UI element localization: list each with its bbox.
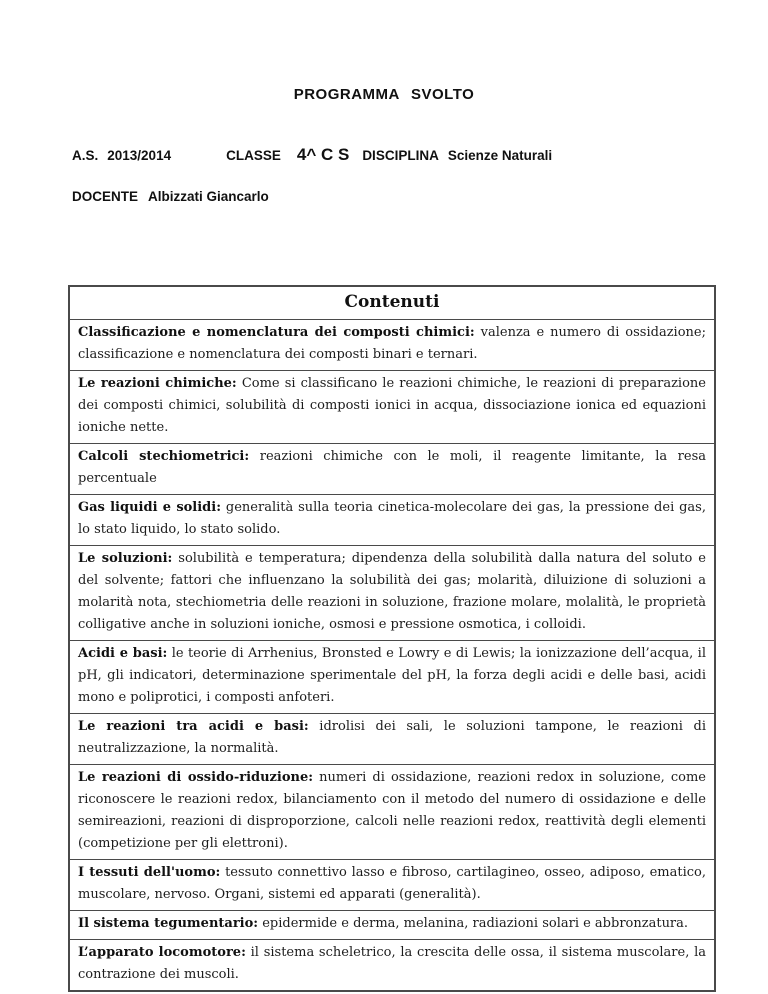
topic-title: L’apparato locomotore: [78,945,246,960]
table-row-content [69,546,715,641]
topic-description: numeri di ossidazione, reazioni redox in soluzione, come riconoscere le reazioni redox, bilanciamento con il metodo del numero di ossidazione e delle semireazioni, reazioni di disproporzione, calcoli nelle reazioni redox, reattività degli elementi (competizione per gli elettroni). [78,770,706,851]
topic-title: Gas liquidi e solidi: [78,500,222,515]
topic-title: Le reazioni tra acidi e basi: [78,719,309,734]
discipline-label: DISCIPLINA [362,148,439,163]
class-value: 4^ C S [296,145,350,164]
table-row-content [69,641,715,714]
topic-description: generalità sulla teoria cinetica-molecolare dei gas, la pressione dei gas, lo stato liquido, lo stato solido. [78,500,706,537]
page-title: PROGRAMMA SVOLTO [293,86,475,103]
topic-description: reazioni chimiche con le moli, il reagente limitante, la resa percentuale [78,449,706,486]
table-row [69,495,715,546]
teacher-label: DOCENTE [72,189,139,204]
table-row [69,546,715,641]
school-year-class-discipline-line [72,145,552,165]
table-row-content [69,371,715,444]
table-row-content [69,444,715,495]
table-row-content [69,714,715,765]
table-row [69,320,715,371]
school-year-value: 2013/2014 [107,148,172,163]
discipline-value: Scienze Naturali [447,148,553,163]
topic-description: valenza e numero di ossidazione; classificazione e nomenclatura dei composti binari e ternari. [78,325,706,362]
table-row [69,714,715,765]
contents-table-header: Contenuti [69,286,715,320]
table-row [69,940,715,992]
contents-table-body [69,320,715,992]
topic-title: Acidi e basi: [78,646,168,661]
table-row-content [69,765,715,860]
table-row [69,444,715,495]
table-row [69,641,715,714]
topic-title: Le reazioni chimiche: [78,376,237,391]
topic-description: Come si classificano le reazioni chimiche, le reazioni di preparazione dei composti chimici, solubilità di composti ionici in acqua, dissociazione ionica ed equazioni ioniche nette. [78,376,706,435]
topic-description: solubilità e temperatura; dipendenza della solubilità dalla natura del soluto e del solvente; fattori che influenzano la solubilità dei gas; molarità, diluizione di soluzioni a molarità nota, stechiometria delle reazioni in soluzione, frazione molare, molalità, le proprietà colligative anche in soluzioni ioniche, osmosi e pressione osmotica, i colloidi. [78,551,706,632]
table-row-content [69,320,715,371]
topic-description: epidermide e derma, melanina, radiazioni solari e abbronzatura. [258,916,689,931]
table-row-content [69,860,715,911]
table-row [69,860,715,911]
table-row [69,911,715,940]
contents-table [68,285,716,992]
topic-title: Le soluzioni: [78,551,173,566]
table-row [69,765,715,860]
topic-title: Classificazione e nomenclatura dei composti chimici: [78,325,475,340]
topic-title: I tessuti dell'uomo: [78,865,221,880]
topic-title: Le reazioni di ossido-riduzione: [78,770,314,785]
topic-description: il sistema scheletrico, la crescita delle ossa, il sistema muscolare, la contrazione dei muscoli. [78,945,706,982]
topic-title: Calcoli stechiometrici: [78,449,250,464]
class-label: CLASSE [226,148,281,163]
topic-title: Il sistema tegumentario: [78,916,259,931]
topic-description: idrolisi dei sali, le soluzioni tampone, le reazioni di neutralizzazione, la normalità. [78,719,706,756]
table-row [69,371,715,444]
contents-table-header-row [69,286,715,320]
teacher-line [72,189,269,204]
teacher-value: Albizzati Giancarlo [148,189,269,204]
table-row-content [69,911,715,940]
topic-description: tessuto connettivo lasso e fibroso, cartilagineo, osseo, adiposo, ematico, muscolare, nervoso. Organi, sistemi ed apparati (generalità). [78,865,706,902]
table-row-content [69,940,715,992]
table-row-content [69,495,715,546]
topic-description: le teorie di Arrhenius, Bronsted e Lowry e di Lewis; la ionizzazione dell’acqua, il pH, gli indicatori, determinazione sperimentale del pH, la forza degli acidi e delle basi, acidi mono e poliprotici, i composti anfoteri. [78,646,706,705]
school-year-label: A.S. [72,148,99,163]
